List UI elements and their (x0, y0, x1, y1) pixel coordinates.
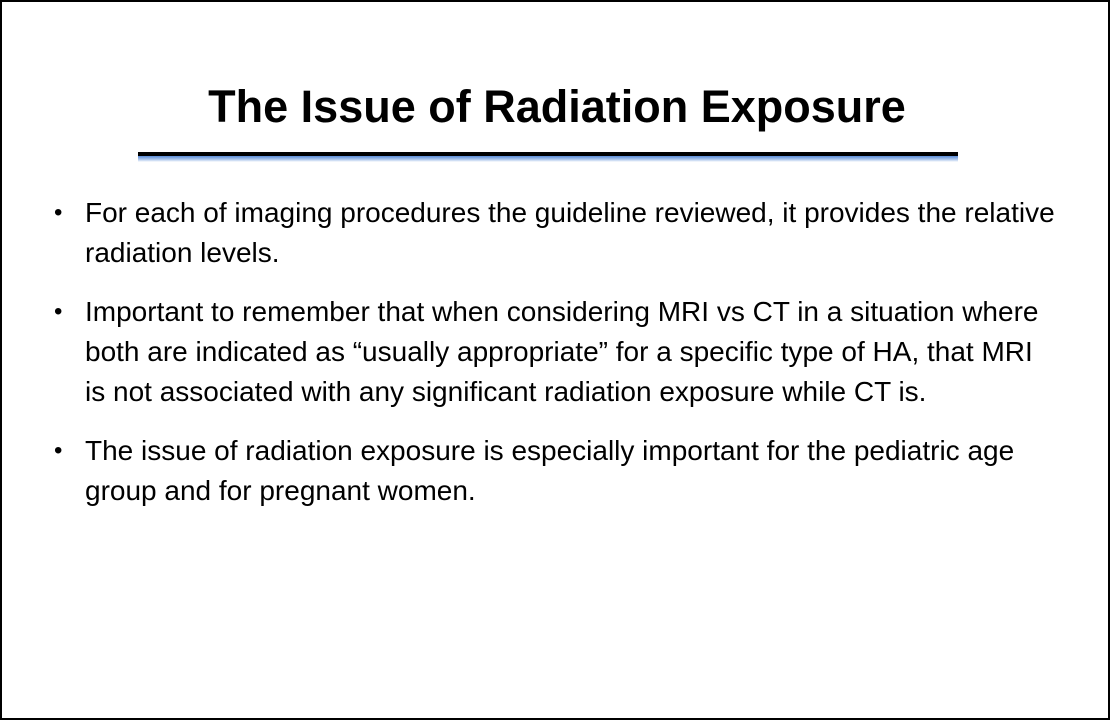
bullet-item (49, 431, 1059, 511)
bullet-marker: • (54, 298, 63, 325)
bullet-text: For each of imaging procedures the guideline reviewed, it provides the relative radiation levels. (85, 197, 1055, 268)
bullet-text: The issue of radiation exposure is especially important for the pediatric age group and for pregnant women. (85, 435, 1015, 506)
bullet-marker: • (54, 437, 63, 464)
slide-title: The Issue of Radiation Exposure (208, 81, 906, 132)
bullet-list (49, 193, 1059, 530)
bullet-text: Important to remember that when considering MRI vs CT in a situation where both are indicated as “usually appropriate” for a specific type of HA, that MRI is not associated with any significant radiation exposure while CT is. (85, 296, 1039, 407)
bullet-marker: • (54, 199, 63, 226)
bullet-item (49, 292, 1059, 412)
bullet-item (49, 193, 1059, 273)
title-underline-glow (138, 156, 958, 162)
